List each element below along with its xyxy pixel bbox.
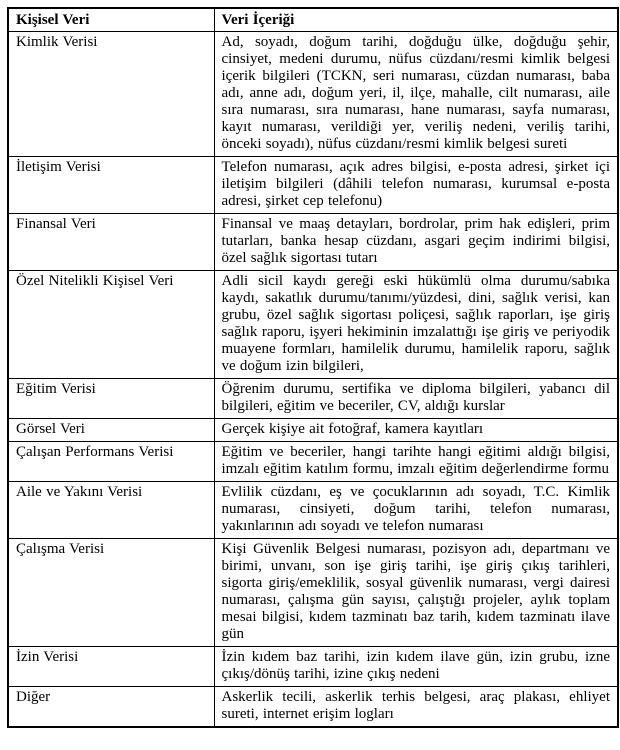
content-cell: Telefon numarası, açık adres bilgisi, e-posta adresi, şirket içi iletişim bilgileri (dâhili telefon numarası, kurumsal e-posta adresi, şirket cep telefonu): [214, 157, 618, 214]
category-cell: İzin Verisi: [8, 647, 214, 687]
table-row: [8, 379, 618, 419]
table-row: [8, 442, 618, 482]
table-row: [8, 539, 618, 647]
category-cell: Görsel Veri: [8, 419, 214, 442]
content-cell: Öğrenim durumu, sertifika ve diploma bilgileri, yabancı dil bilgileri, eğitim ve beceriler, CV, aldığı kurslar: [214, 379, 618, 419]
content-cell: İzin kıdem baz tarihi, izin kıdem ilave gün, izin grubu, izne çıkış/dönüş tarihi, izine çıkış nedeni: [214, 647, 618, 687]
table-row: [8, 157, 618, 214]
table-row: [8, 482, 618, 539]
content-cell: Adli sicil kaydı gereği eski hükümlü olma durumu/sabıka kaydı, sakatlık durumu/tanımı/yüzdesi, dini, sağlık verisi, kan grubu, özel sağlık sigortası poliçesi, sağlık raporları, işe giriş sağlık raporu, işyeri hekiminin imzalattığı işe giriş ve periyodik muayene formları, hamilelik durumu, hamilelik raporu, sağlık ve doğum izin bilgileri,: [214, 271, 618, 379]
content-cell: Evlilik cüzdanı, eş ve çocuklarının adı soyadı, T.C. Kimlik numarası, cinsiyeti, doğum tarihi, telefon numarası, yakınlarının adı soyadı ve telefon numarası: [214, 482, 618, 539]
category-cell: Çalışma Verisi: [8, 539, 214, 647]
category-cell: İletişim Verisi: [8, 157, 214, 214]
category-cell: Eğitim Verisi: [8, 379, 214, 419]
table-row: [8, 687, 618, 728]
header-personal-data: Kişisel Veri: [8, 8, 214, 32]
category-cell: Kimlik Verisi: [8, 32, 214, 157]
content-cell: Ad, soyadı, doğum tarihi, doğduğu ülke, doğduğu şehir, cinsiyet, medeni durumu, nüfus cüzdanı/resmi kimlik belgesi içerik bilgileri (TCKN, seri numarası, cüzdan numarası, baba adı, anne adı, doğum yeri, il, ilçe, mahalle, cilt numarası, aile sıra numarası, sıra numarası, hane numarası, sayfa numarası, kayıt numarası, verildiği yer, veriliş nedeni, veriliş tarihi, önceki soyadı), nüfus cüzdanı/resmi kimlik belgesi sureti: [214, 32, 618, 157]
content-cell: Finansal ve maaş detayları, bordrolar, prim hak edişleri, prim tutarları, banka hesap cüzdanı, asgari geçim indirimi bilgisi, özel sağlık sigortası tutarı: [214, 214, 618, 271]
category-cell: Çalışan Performans Verisi: [8, 442, 214, 482]
category-cell: Diğer: [8, 687, 214, 728]
document-page: [7, 7, 617, 728]
content-cell: Eğitim ve beceriler, hangi tarihte hangi eğitimi aldığı bilgisi, imzalı eğitim katılım formu, imzalı eğitim değerlendirme formu: [214, 442, 618, 482]
table-row: [8, 419, 618, 442]
header-data-content: Veri İçeriği: [214, 8, 618, 32]
content-cell: Askerlik tecili, askerlik terhis belgesi, araç plakası, ehliyet sureti, internet erişim logları: [214, 687, 618, 728]
category-cell: Finansal Veri: [8, 214, 214, 271]
content-cell: Kişi Güvenlik Belgesi numarası, pozisyon adı, departmanı ve birimi, unvanı, son işe giriş tarihi, işe giriş çıkış tarihleri, sigorta giriş/emeklilik, sosyal güvenlik numarası, vergi dairesi numarası, çalışma gün sayısı, çalıştığı projeler, aylık toplam mesai bilgisi, kıdem tazminatı baz tarih, kıdem tazminatı ilave gün: [214, 539, 618, 647]
table-row: [8, 271, 618, 379]
table-header-row: [8, 8, 618, 32]
category-cell: Özel Nitelikli Kişisel Veri: [8, 271, 214, 379]
table-row: [8, 647, 618, 687]
table-row: [8, 32, 618, 157]
content-cell: Gerçek kişiye ait fotoğraf, kamera kayıtları: [214, 419, 618, 442]
table-row: [8, 214, 618, 271]
category-cell: Aile ve Yakını Verisi: [8, 482, 214, 539]
personal-data-table: [7, 7, 619, 728]
